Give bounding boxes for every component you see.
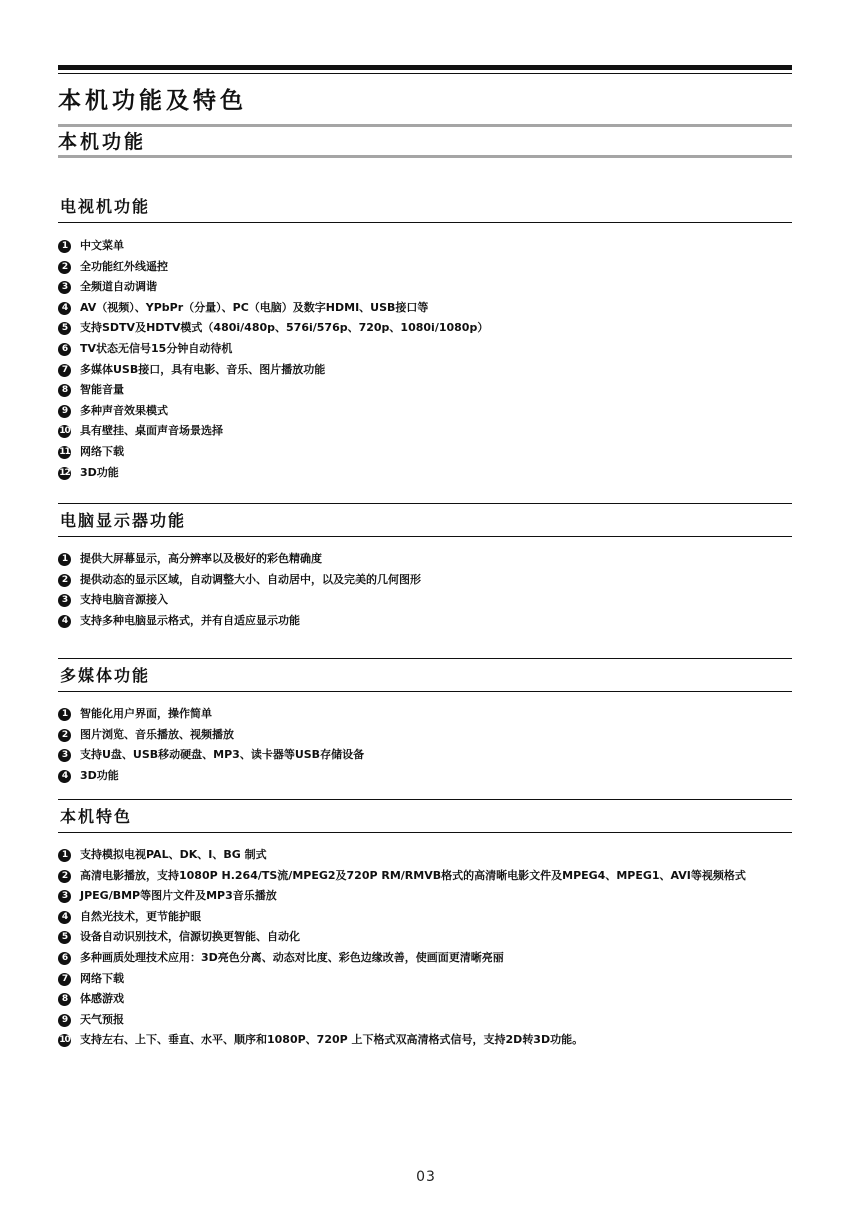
list-item <box>58 380 792 401</box>
list-item <box>58 339 792 360</box>
number-badge: 12 <box>59 467 70 478</box>
list-item-text: 高清电影播放，支持1080P H.264/TS流/MPEG2及720P RM/RMVB格式的高清晰电影文件及MPEG4、MPEG1、AVI等视频格式 <box>80 868 746 882</box>
multimedia-section <box>58 658 792 786</box>
tv-functions-heading: 电视机功能 <box>58 196 792 223</box>
list-item <box>58 442 792 463</box>
list-item <box>58 463 792 484</box>
number-badge: 4 <box>58 911 71 924</box>
list-item <box>58 886 792 907</box>
number-badge: 1 <box>58 553 71 566</box>
list-item <box>58 989 792 1010</box>
list-item <box>58 549 792 570</box>
number-badge: 2 <box>58 574 71 587</box>
list-item-text: 全频道自动调谐 <box>80 280 157 294</box>
list-item-text: 图片浏览、音乐播放、视频播放 <box>80 727 234 741</box>
list-item <box>58 725 792 746</box>
list-item-text: 3D功能 <box>80 465 119 479</box>
number-badge: 5 <box>58 322 71 335</box>
list-item-text: 多媒体USB接口，具有电影、音乐、图片播放功能 <box>80 362 326 376</box>
list-item-text: 支持U盘、USB移动硬盘、MP3、读卡器等USB存储设备 <box>80 748 365 762</box>
list-item-text: 天气预报 <box>80 1012 124 1026</box>
list-item <box>58 257 792 278</box>
number-badge: 10 <box>59 426 70 437</box>
list-item-text: 多种画质处理技术应用：3D亮色分离、动态对比度、彩色边缘改善，使画面更清晰亮丽 <box>80 950 504 964</box>
list-item-text: 多种声音效果模式 <box>80 403 168 417</box>
number-badge: 7 <box>58 973 71 986</box>
list-item <box>58 907 792 928</box>
list-item-text: 网络下载 <box>80 444 124 458</box>
number-badge: 7 <box>58 364 71 377</box>
list-item-text: 支持电脑音源接入 <box>80 593 168 607</box>
features-list <box>58 845 792 1051</box>
list-item <box>58 421 792 442</box>
list-item-text: 提供动态的显示区域，自动调整大小、自动居中，以及完美的几何图形 <box>80 572 421 586</box>
list-item-text: 体感游戏 <box>80 992 124 1006</box>
page-number: 03 <box>416 1169 436 1185</box>
list-item-text: JPEG/BMP等图片文件及MP3音乐播放 <box>80 889 277 903</box>
number-badge: 3 <box>58 281 71 294</box>
list-item <box>58 927 792 948</box>
list-item-text: 中文菜单 <box>80 239 124 252</box>
list-item-text: 支持模拟电视PAL、DK、I、BG 制式 <box>80 848 267 861</box>
list-item-text: 提供大屏幕显示，高分辨率以及极好的彩色精确度 <box>80 552 322 565</box>
list-item <box>58 318 792 339</box>
number-badge: 1 <box>58 849 71 862</box>
list-item-text: 支持多种电脑显示格式，并有自适应显示功能 <box>80 613 300 627</box>
number-badge: 6 <box>58 952 71 965</box>
page-title: 本机功能及特色 <box>58 88 247 114</box>
number-badge: 3 <box>58 749 71 762</box>
number-badge: 3 <box>58 890 71 903</box>
number-badge: 8 <box>58 384 71 397</box>
number-badge: 5 <box>58 931 71 944</box>
list-item-text: 自然光技术，更节能护眼 <box>80 909 201 923</box>
list-item-text: 支持左右、上下、垂直、水平、顺序和1080P、720P 上下格式双高清格式信号，支持2D转3D功能。 <box>80 1033 584 1047</box>
list-item-text: 智能音量 <box>80 383 124 397</box>
features-heading: 本机特色 <box>58 799 792 833</box>
list-item <box>58 845 792 866</box>
multimedia-list <box>58 704 792 786</box>
features-section <box>58 799 792 1051</box>
list-item <box>58 704 792 725</box>
number-badge: 4 <box>58 615 71 628</box>
list-item <box>58 298 792 319</box>
number-badge: 1 <box>58 240 71 253</box>
list-item <box>58 236 792 257</box>
pc-monitor-list <box>58 549 792 631</box>
number-badge: 2 <box>58 261 71 274</box>
list-item <box>58 590 792 611</box>
number-badge: 6 <box>58 343 71 356</box>
list-item <box>58 570 792 591</box>
list-item <box>58 969 792 990</box>
list-item-text: 网络下载 <box>80 971 124 985</box>
number-badge: 4 <box>58 302 71 315</box>
list-item <box>58 611 792 632</box>
tv-functions-section <box>58 196 792 483</box>
list-item <box>58 1010 792 1031</box>
list-item-text: 智能化用户界面，操作简单 <box>80 707 212 720</box>
subtitle-divider <box>58 155 792 158</box>
number-badge: 1 <box>58 708 71 721</box>
number-badge: 10 <box>59 1035 70 1046</box>
top-thin-rule <box>58 73 792 74</box>
list-item-text: TV状态无信号15分钟自动待机 <box>80 341 233 355</box>
top-thick-rule <box>58 65 792 70</box>
number-badge: 8 <box>58 993 71 1006</box>
tv-functions-list <box>58 236 792 483</box>
list-item-text: 支持SDTV及HDTV模式（480i/480p、576i/576p、720p、1080i/1080p） <box>80 321 489 335</box>
list-item-text: 设备自动识别技术，信源切换更智能、自动化 <box>80 930 300 944</box>
list-item-text: AV（视频）、YPbPr（分量）、PC（电脑）及数字HDMI、USB接口等 <box>80 300 429 314</box>
list-item <box>58 866 792 887</box>
multimedia-heading: 多媒体功能 <box>58 658 792 692</box>
number-badge: 11 <box>59 446 70 457</box>
list-item <box>58 360 792 381</box>
list-item-text: 3D功能 <box>80 768 119 782</box>
list-item <box>58 948 792 969</box>
number-badge: 9 <box>58 405 71 418</box>
list-item <box>58 277 792 298</box>
number-badge: 3 <box>58 594 71 607</box>
pc-monitor-heading: 电脑显示器功能 <box>58 503 792 537</box>
list-item <box>58 745 792 766</box>
number-badge: 2 <box>58 729 71 742</box>
list-item <box>58 766 792 787</box>
list-item-text: 全功能红外线遥控 <box>80 259 168 273</box>
page-subtitle: 本机功能 <box>58 131 147 153</box>
number-badge: 2 <box>58 870 71 883</box>
list-item <box>58 401 792 422</box>
pc-monitor-section <box>58 503 792 631</box>
title-divider <box>58 124 792 127</box>
number-badge: 9 <box>58 1014 71 1027</box>
list-item <box>58 1030 792 1051</box>
number-badge: 4 <box>58 770 71 783</box>
list-item-text: 具有壁挂、桌面声音场景选择 <box>80 424 223 438</box>
